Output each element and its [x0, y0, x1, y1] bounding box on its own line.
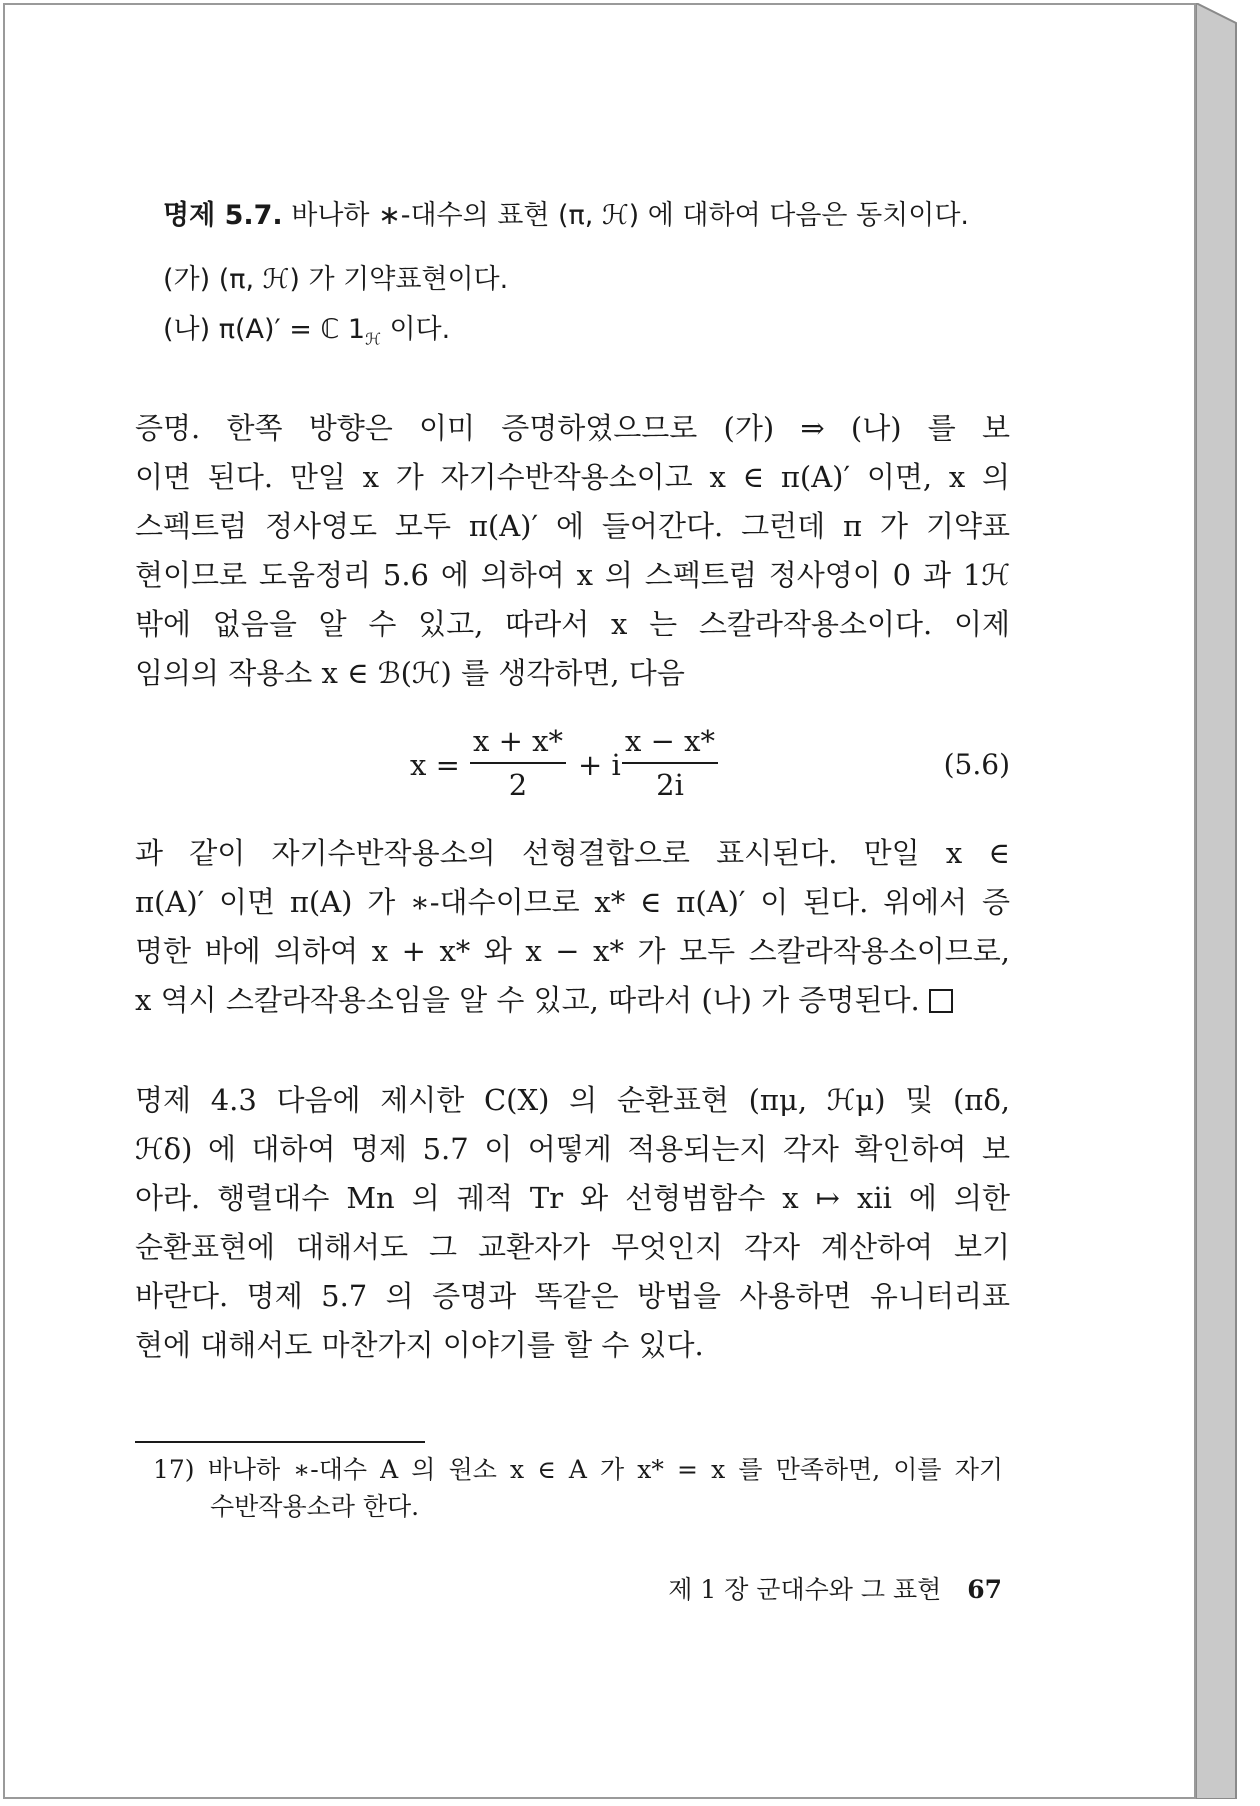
proof-line: 현이므로 도움정리 5.6 에 의하여 x 의 스펙트럼 정사영이 0 과 1ℋ [135, 558, 1010, 592]
fraction-denominator: 2i [656, 768, 684, 802]
fraction-numerator: x − x* [625, 724, 715, 758]
proof-line: 밖에 없음을 알 수 있고, 따라서 x 는 스칼라작용소이다. 이제 [135, 607, 1010, 641]
exercise-line: 바란다. 명제 5.7 의 증명과 똑같은 방법을 사용하면 유니터리표 [135, 1279, 1010, 1313]
equation-plus-i: + i [578, 748, 621, 782]
fraction-difference [622, 722, 718, 814]
footnote-line: 17) 바나하 ∗-대수 A 의 원소 x ∈ A 가 x* = x 를 만족하면, 이를 자기 [153, 1455, 1003, 1484]
proof-line: 증명. 한쪽 방향은 이미 증명하였으므로 (가) ⇒ (나) 를 보 [135, 411, 1010, 445]
proposition-item-a: (가) (π, ℋ) 가 기약표현이다. [163, 264, 509, 295]
exercise-line: ℋδ) 에 대하여 명제 5.7 이 어떻게 적용되는지 각자 확인하여 보 [135, 1132, 1010, 1166]
proposition-statement [163, 198, 969, 234]
proof-line: 임의의 작용소 x ∈ ℬ(ℋ) 를 생각하면, 다음 [135, 656, 685, 690]
qed-square-icon [929, 989, 953, 1013]
footnote-rule [135, 1441, 425, 1443]
equation-5-6 [135, 722, 1010, 814]
page-thickness-edge [1196, 3, 1248, 1799]
proposition-item-b: (나) π(A)′ = ℂ $1_ℋ$ 이다. [163, 314, 451, 349]
fraction-numerator: x + x* [473, 724, 563, 758]
proof-line: 과 같이 자기수반작용소의 선형결합으로 표시된다. 만일 x ∈ [135, 836, 1010, 870]
chapter-title: 제 1 장 군대수와 그 표현 [668, 1575, 942, 1604]
proof-line: 이면 된다. 만일 x 가 자기수반작용소이고 x ∈ π(A)′ 이면, x 의 [135, 460, 1010, 494]
running-footer [668, 1570, 1002, 1606]
exercise-line: 순환표현에 대해서도 그 교환자가 무엇인지 각자 계산하여 보기 [135, 1230, 1010, 1264]
proof-line: 명한 바에 의하여 x + x* 와 x − x* 가 모두 스칼라작용소이므로, [135, 934, 1010, 968]
exercise-line: 현에 대해서도 마찬가지 이야기를 할 수 있다. [135, 1328, 704, 1362]
proof-line: π(A)′ 이면 π(A) 가 ∗-대수이므로 x* ∈ π(A)′ 이 된다. 위에서 증 [135, 885, 1010, 919]
equation-number: (5.6) [943, 748, 1010, 781]
fraction-bar [470, 762, 566, 764]
equation-lhs: x = [410, 748, 460, 782]
fraction-denominator: 2 [508, 768, 528, 802]
subscript-h: ℋ [365, 329, 381, 349]
exercise-line: 아라. 행렬대수 Mn 의 궤적 Tr 와 선형범함수 x ↦ xii 에 의한 [135, 1181, 1010, 1215]
exercise-line: 명제 4.3 다음에 제시한 C(X) 의 순환표현 (πμ, ℋμ) 및 (πδ, [135, 1083, 1010, 1117]
fraction-bar [622, 762, 718, 764]
proof-last-line: x 역시 스칼라작용소임을 알 수 있고, 따라서 (나) 가 증명된다. [135, 982, 953, 1018]
page-number: 67 [967, 1575, 1002, 1604]
fraction-sum [470, 722, 566, 814]
proposition-text: 바나하 ∗-대수의 표현 (π, ℋ) 에 대하여 다음은 동치이다. [291, 200, 970, 231]
footnote-line: 수반작용소라 한다. [210, 1492, 420, 1521]
proof-line: 스펙트럼 정사영도 모두 π(A)′ 에 들어간다. 그런데 π 가 기약표 [135, 509, 1010, 543]
proposition-heading: 명제 5.7. [163, 200, 283, 231]
